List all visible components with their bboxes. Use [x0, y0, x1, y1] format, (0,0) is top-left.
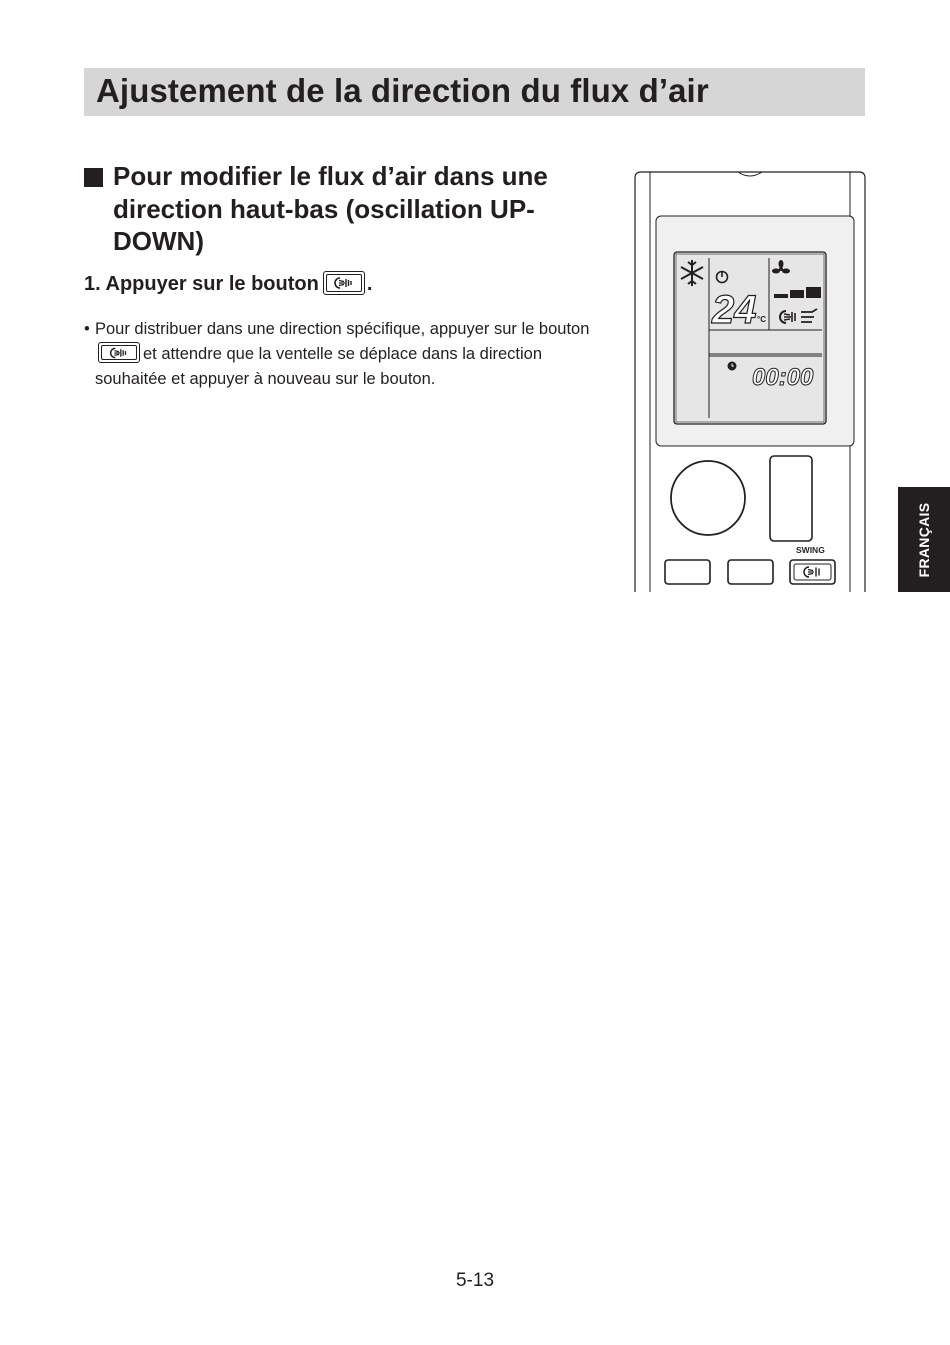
bullet-marker: • — [84, 320, 90, 338]
language-tab — [898, 487, 950, 592]
page-title: Ajustement de la direction du flux d’air — [96, 72, 709, 109]
remote-control-illustration — [634, 164, 866, 594]
square-bullet-icon — [84, 168, 103, 187]
title-band — [84, 68, 865, 116]
bullet-text — [95, 317, 594, 392]
lcd-temperature-unit: °C — [757, 315, 766, 324]
bottom-button-1[interactable] — [665, 560, 710, 584]
step-1 — [84, 270, 372, 298]
round-dial-button[interactable] — [671, 461, 745, 535]
vertical-button[interactable] — [770, 456, 812, 541]
bullet-text-part2: et attendre que la ventelle se déplace dans la direction souhaitée et appuyer à nouveau sur le bouton. — [95, 345, 543, 388]
lcd-time: 00:00 — [752, 364, 814, 391]
bullet-text-part1: Pour distribuer dans une direction spécifique, appuyer sur le bouton — [95, 320, 590, 338]
lcd-screen — [674, 252, 826, 424]
swing-label: SWING — [796, 545, 825, 555]
swing-button[interactable] — [790, 560, 835, 584]
clock-icon — [728, 362, 737, 371]
bullet-note — [84, 317, 594, 392]
lcd-temperature: 24 — [712, 288, 757, 332]
step-1-text: 1. Appuyer sur le bouton — [84, 273, 319, 295]
language-tab-label: FRANÇAIS — [916, 502, 932, 577]
bottom-button-2[interactable] — [728, 560, 773, 584]
swing-button-icon — [323, 271, 365, 295]
step-1-period: . — [366, 273, 373, 295]
swing-button-icon — [98, 342, 140, 363]
section-heading: Pour modifier le flux d’air dans une direction haut-bas (oscillation UP-DOWN) — [113, 161, 548, 256]
page-number: 5-13 — [455, 1270, 495, 1291]
